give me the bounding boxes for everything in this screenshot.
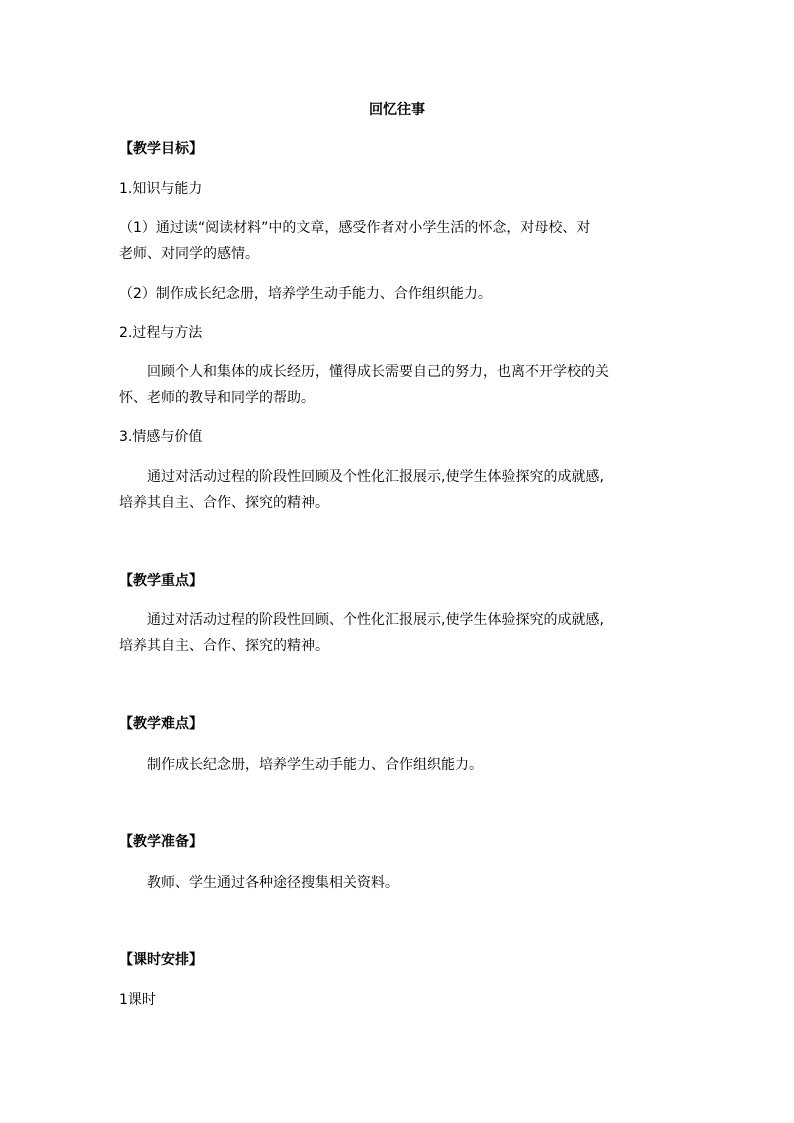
preparation-heading: 【教学准备】 xyxy=(119,834,203,850)
objective-item1-line1: （1）通过读“阅读材料”中的文章，感受作者对小学生活的怀念，对母校、对 xyxy=(119,220,591,236)
process-line2: 怀、老师的教导和同学的帮助。 xyxy=(119,390,315,406)
schedule-line1: 1课时 xyxy=(119,992,156,1008)
objectives-heading: 【教学目标】 xyxy=(119,141,203,157)
difficulties-heading: 【教学难点】 xyxy=(119,716,203,732)
emotion-value-heading: 3.情感与价值 xyxy=(119,429,203,445)
document-title: 回忆往事 xyxy=(369,102,425,118)
preparation-line1: 教师、学生通过各种途径搜集相关资料。 xyxy=(147,875,399,891)
schedule-heading: 【课时安排】 xyxy=(119,952,203,968)
difficulties-line1: 制作成长纪念册，培养学生动手能力、合作组织能力。 xyxy=(147,757,483,773)
objective-item2: （2）制作成长纪念册，培养学生动手能力、合作组织能力。 xyxy=(119,286,492,302)
process-method-heading: 2.过程与方法 xyxy=(119,325,203,341)
key-points-heading: 【教学重点】 xyxy=(119,573,203,589)
key-points-line2: 培养其自主、合作、探究的精神。 xyxy=(119,638,329,654)
emotion-line1: 通过对活动过程的阶段性回顾及个性化汇报展示,使学生体验探究的成就感, xyxy=(147,469,604,485)
knowledge-ability-heading: 1.知识与能力 xyxy=(119,181,203,197)
objective-item1-line2: 老师、对同学的感情。 xyxy=(119,246,259,262)
key-points-line1: 通过对活动过程的阶段性回顾、个性化汇报展示,使学生体验探究的成就感, xyxy=(147,612,604,628)
process-line1: 回顾个人和集体的成长经历，懂得成长需要自己的努力，也离不开学校的关 xyxy=(147,364,609,380)
emotion-line2: 培养其自主、合作、探究的精神。 xyxy=(119,495,329,511)
